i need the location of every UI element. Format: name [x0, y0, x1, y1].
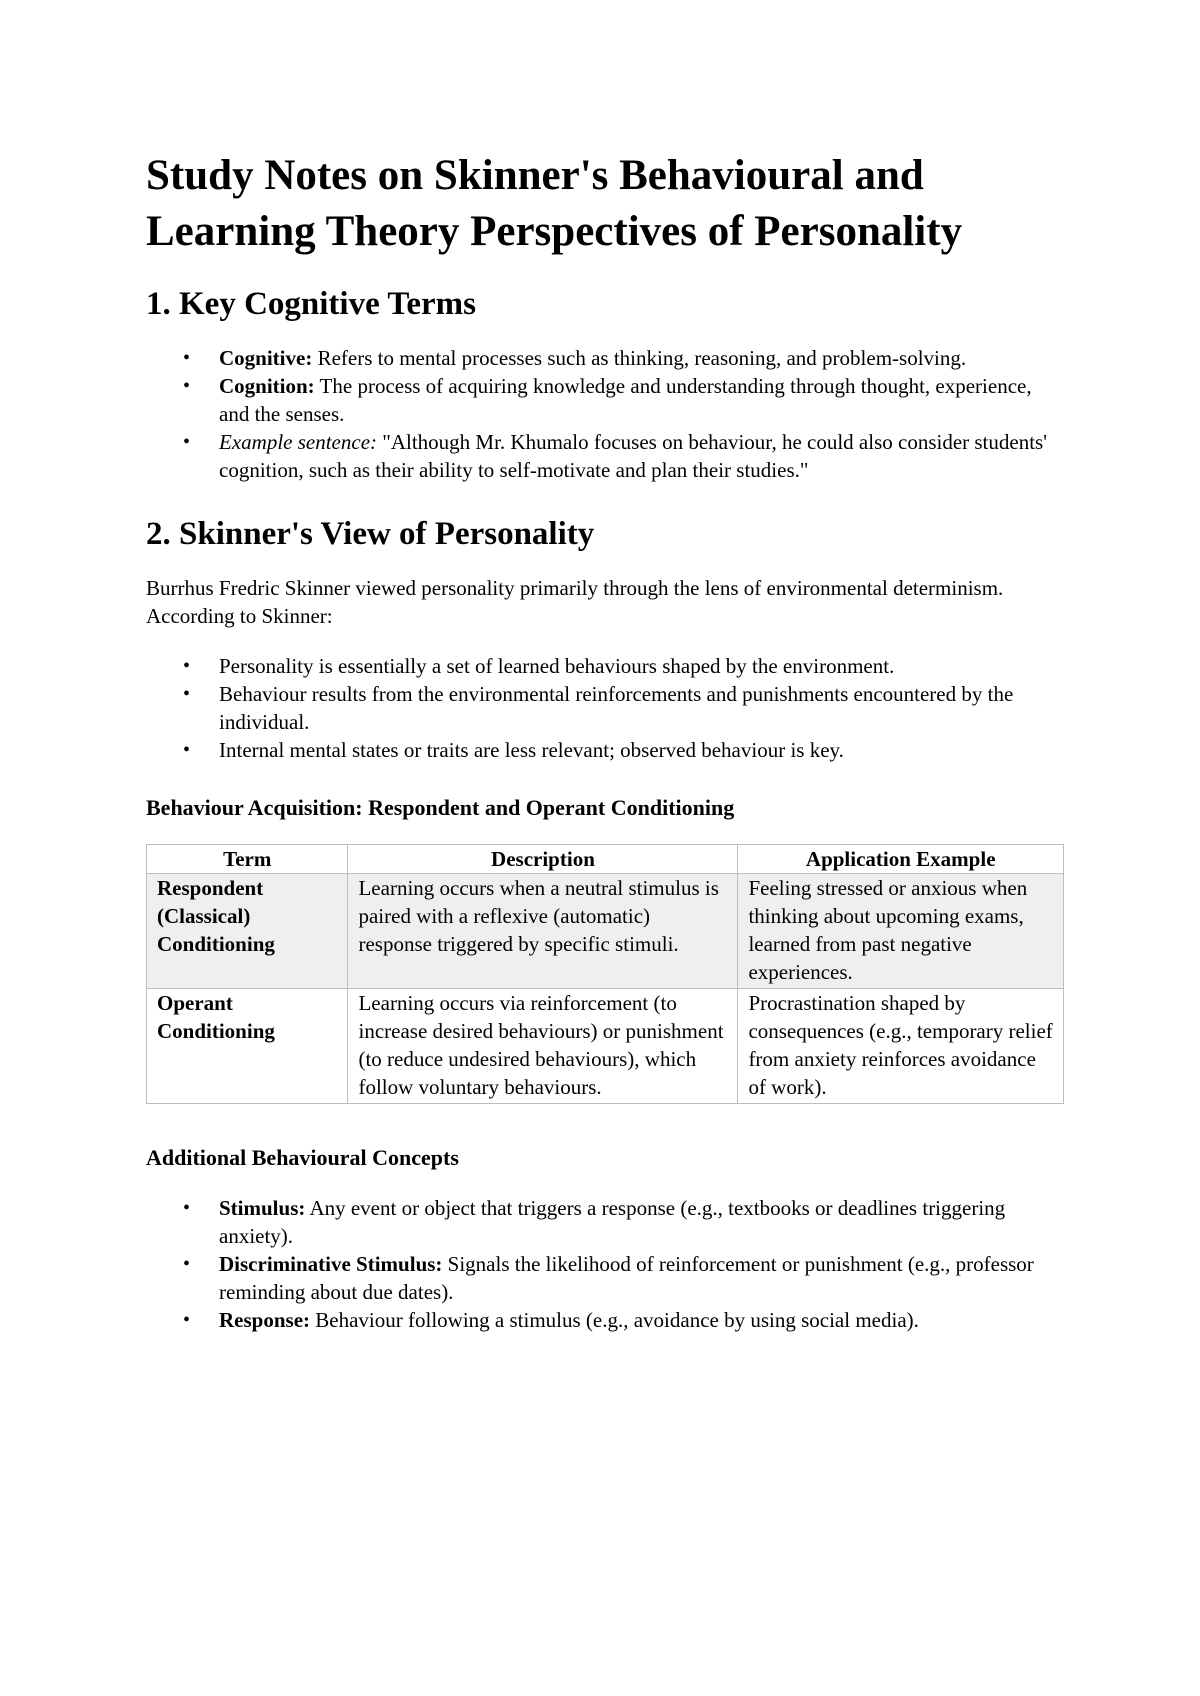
table-cell-example: Procrastination shaped by consequences (e.g., temporary relief from anxiety reinforces avoidance of work).	[738, 989, 1064, 1104]
concept-term: Stimulus:	[219, 1196, 306, 1220]
concept-definition: Behaviour following a stimulus (e.g., avoidance by using social media).	[310, 1308, 919, 1332]
table-cell-term: Operant Conditioning	[147, 989, 348, 1104]
table-cell-term: Respondent (Classical) Conditioning	[147, 874, 348, 989]
section2-heading: 2. Skinner's View of Personality	[146, 516, 595, 552]
term-definition: Refers to mental processes such as thinking, reasoning, and problem-solving.	[312, 346, 967, 370]
term-definition: The process of acquiring knowledge and understanding through thought, experience, and the senses.	[219, 374, 1032, 426]
list-item: • Internal mental states or traits are less relevant; observed behaviour is key.	[219, 736, 1066, 764]
list-item	[219, 372, 1066, 428]
document-title: Study Notes on Skinner's Behavioural and Learning Theory Perspectives of Personality	[146, 152, 963, 255]
example-label: Example sentence:	[219, 430, 378, 454]
skinner-view-list	[146, 652, 1066, 764]
concept-term: Discriminative Stimulus:	[219, 1252, 443, 1276]
list-item	[219, 1194, 1066, 1250]
term-label: Cognitive:	[219, 346, 313, 370]
section2-intro: Burrhus Fredric Skinner viewed personality primarily through the lens of environmental determinism. According to Skinner:	[146, 576, 1004, 628]
document-page	[146, 148, 1066, 1364]
list-item	[219, 428, 1066, 484]
table-header-term: Term	[147, 845, 348, 874]
list-item	[219, 344, 1066, 372]
table-header-example: Application Example	[738, 845, 1064, 874]
list-item: • Behaviour results from the environmental reinforcements and punishments encountered by the individual.	[219, 680, 1066, 736]
list-item: • Personality is essentially a set of learned behaviours shaped by the environment.	[219, 652, 1066, 680]
conditioning-table	[146, 844, 1064, 1104]
table-header-description: Description	[348, 845, 738, 874]
concept-definition: Any event or object that triggers a response (e.g., textbooks or deadlines triggering anxiety).	[219, 1196, 1006, 1248]
additional-concepts-list	[146, 1194, 1066, 1334]
acquisition-subheading: Behaviour Acquisition: Respondent and Operant Conditioning	[146, 795, 735, 820]
list-item	[219, 1250, 1066, 1306]
table-row	[147, 874, 1064, 989]
concept-term: Response:	[219, 1308, 311, 1332]
example-sentence: "Although Mr. Khumalo focuses on behaviour, he could also consider students' cognition, such as their ability to self-motivate and plan their studies."	[219, 430, 1048, 482]
table-row	[147, 989, 1064, 1104]
table-header-row	[147, 845, 1064, 874]
term-label: Cognition:	[219, 374, 315, 398]
section1-heading: 1. Key Cognitive Terms	[146, 286, 476, 322]
additional-concepts-subheading: Additional Behavioural Concepts	[146, 1145, 459, 1170]
list-item	[219, 1306, 1066, 1334]
table-cell-description: Learning occurs when a neutral stimulus is paired with a reflexive (automatic) response triggered by specific stimuli.	[348, 874, 738, 989]
concept-definition: Signals the likelihood of reinforcement or punishment (e.g., professor reminding about due dates).	[219, 1252, 1034, 1304]
cognitive-terms-list	[146, 344, 1066, 484]
table-cell-description: Learning occurs via reinforcement (to increase desired behaviours) or punishment (to reduce undesired behaviours), which follow voluntary behaviours.	[348, 989, 738, 1104]
table-cell-example: Feeling stressed or anxious when thinking about upcoming exams, learned from past negative experiences.	[738, 874, 1064, 989]
